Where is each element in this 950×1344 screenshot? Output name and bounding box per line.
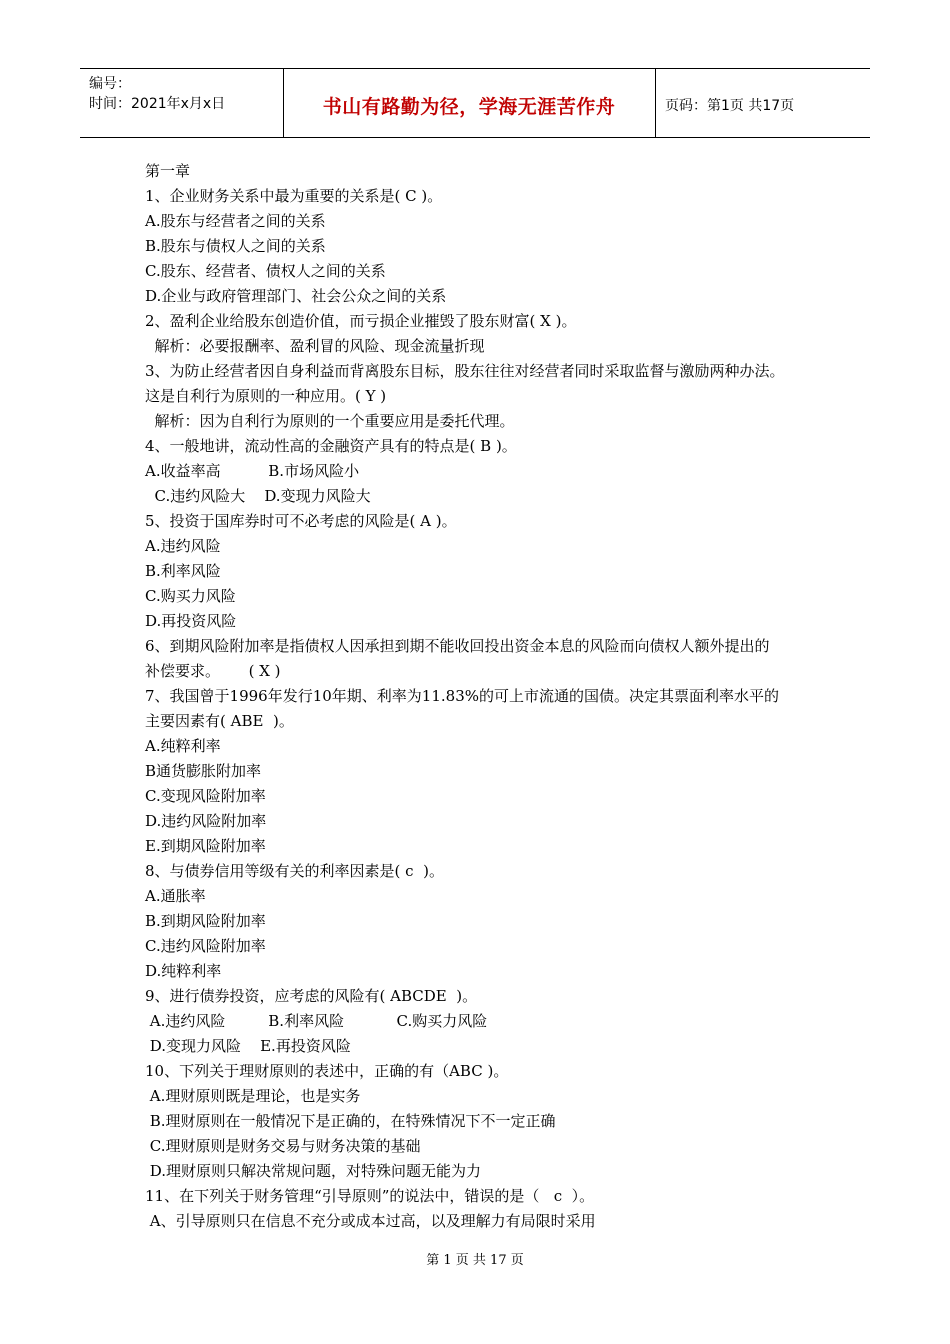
text-line: B.股东与债权人之间的关系 — [145, 237, 326, 255]
text-line: 补偿要求。 ( X ) — [145, 662, 281, 680]
text-line: A.通胀率 — [145, 887, 206, 905]
text-line: A.收益率高 B.市场风险小 — [145, 462, 360, 480]
text-line: A.违约风险 — [145, 537, 221, 555]
number-label: 编号： — [89, 76, 131, 92]
text-line: A.违约风险 B.利率风险 C.购买力风险 — [145, 1012, 488, 1030]
page-footer: 第 1 页 共 17 页 — [426, 1253, 524, 1268]
text-line: C.违约风险大 D.变现力风险大 — [145, 487, 371, 505]
text-line: C.理财原则是财务交易与财务决策的基础 — [145, 1137, 421, 1155]
time-label: 时间：2021年x月x日 — [89, 96, 226, 112]
text-line: A.纯粹利率 — [145, 737, 221, 755]
text-line: 10、下列关于理财原则的表述中，正确的有（ABC )。 — [145, 1062, 509, 1080]
text-line: 5、投资于国库券时可不必考虑的风险是( A )。 — [145, 512, 457, 530]
text-line: 9、进行债券投资，应考虑的风险有( ABCDE )。 — [145, 987, 478, 1005]
text-line: A.股东与经营者之间的关系 — [145, 212, 326, 230]
text-line: 解析：必要报酬率、盈利冒的风险、现金流量折现 — [145, 337, 485, 355]
text-line: D.变现力风险 E.再投资风险 — [145, 1037, 351, 1055]
text-line: B.到期风险附加率 — [145, 912, 266, 930]
text-line: C.违约风险附加率 — [145, 937, 266, 955]
text-line: 11、在下列关于财务管理“引导原则”的说法中，错误的是（ c ）。 — [145, 1187, 595, 1205]
text-line: 4、一般地讲，流动性高的金融资产具有的特点是( B )。 — [145, 437, 517, 455]
header-middle-cell — [283, 69, 656, 137]
page-code: 页码：第1页 共17页 — [665, 98, 795, 114]
text-line: B通货膨胀附加率 — [145, 762, 262, 780]
text-line: D.纯粹利率 — [145, 962, 222, 980]
text-line: 8、与债券信用等级有关的利率因素是( c )。 — [145, 862, 444, 880]
text-line: D.再投资风险 — [145, 612, 237, 630]
page-header — [80, 68, 870, 138]
header-left-cell — [80, 69, 284, 137]
text-line: 第一章 — [145, 162, 191, 180]
text-line: 3、为防止经营者因自身利益而背离股东目标，股东往往对经营者同时采取监督与激励两种办法。 — [145, 362, 785, 380]
text-line: 1、企业财务关系中最为重要的关系是( C )。 — [145, 187, 443, 205]
text-line: C.变现风险附加率 — [145, 787, 266, 805]
text-line: D.理财原则只解决常规问题，对特殊问题无能为力 — [145, 1162, 482, 1180]
text-line: C.购买力风险 — [145, 587, 236, 605]
text-line: 解析：因为自利行为原则的一个重要应用是委托代理。 — [145, 412, 515, 430]
header-motto: 书山有路勤为径，学海无涯苦作舟 — [322, 96, 616, 118]
text-line: A.理财原则既是理论，也是实务 — [145, 1087, 361, 1105]
text-line: B.利率风险 — [145, 562, 221, 580]
document-body — [145, 159, 865, 1234]
header-right-cell — [655, 69, 870, 137]
text-line: A、引导原则只在信息不充分或成本过高，以及理解力有局限时采用 — [145, 1212, 596, 1230]
text-line: D.企业与政府管理部门、社会公众之间的关系 — [145, 287, 447, 305]
text-line: 2、盈利企业给股东创造价值，而亏损企业摧毁了股东财富( X )。 — [145, 312, 577, 330]
text-line: 6、到期风险附加率是指债权人因承担到期不能收回投出资金本息的风险而向债权人额外提出的 — [145, 637, 770, 655]
text-line: D.违约风险附加率 — [145, 812, 267, 830]
text-line: 这是自利行为原则的一种应用。( Y ) — [145, 387, 387, 405]
text-line: C.股东、经营者、债权人之间的关系 — [145, 262, 386, 280]
text-line: E.到期风险附加率 — [145, 837, 266, 855]
text-line: 7、我国曾于1996年发行10年期、利率为11.83%的可上市流通的国债。决定其票面利率水平的 — [145, 687, 780, 705]
text-line: B.理财原则在一般情况下是正确的，在特殊情况下不一定正确 — [145, 1112, 556, 1130]
text-line: 主要因素有( ABE )。 — [145, 712, 294, 730]
